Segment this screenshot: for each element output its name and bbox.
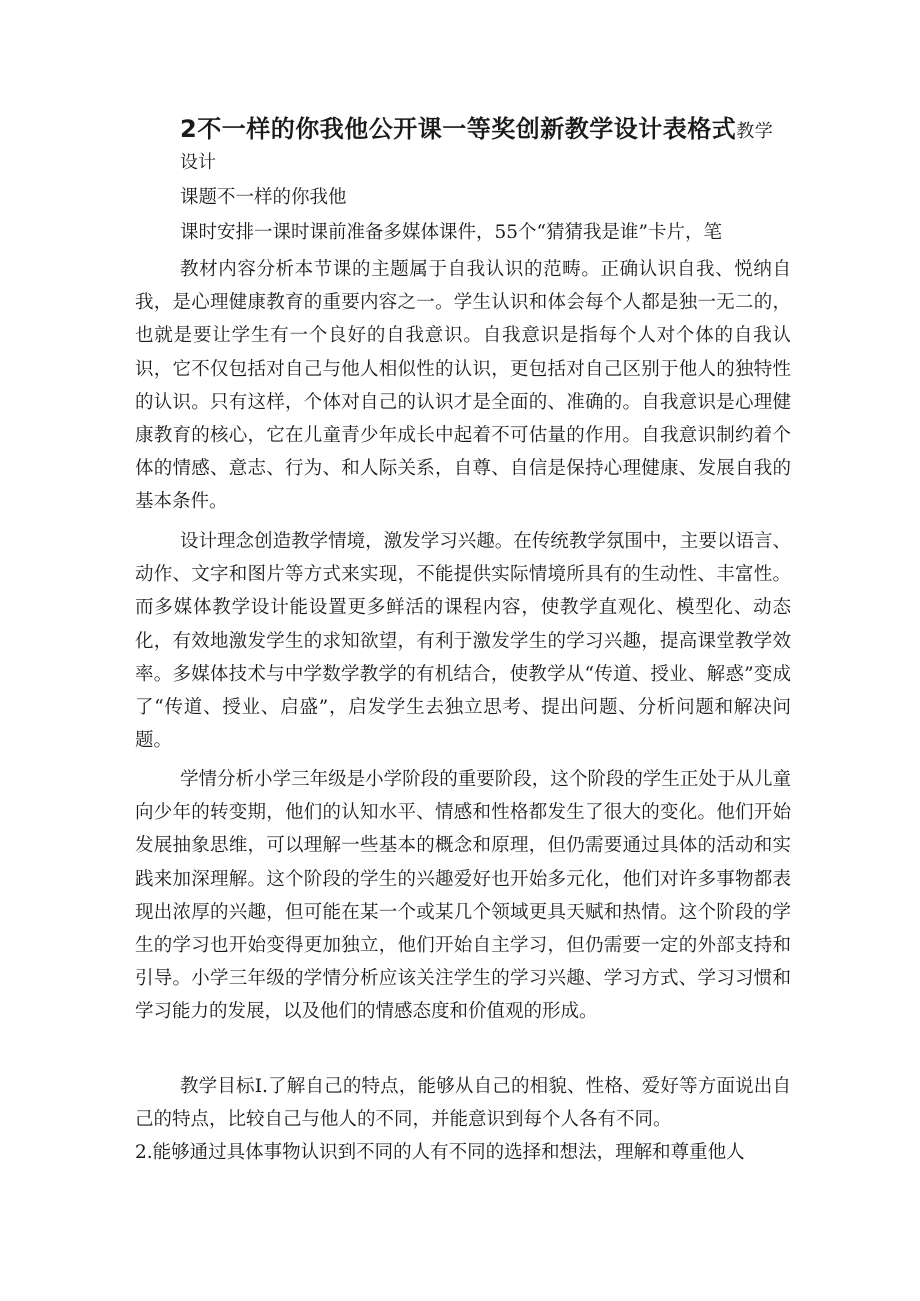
paragraph-teaching-objectives: 教学目标I.了解自己的特点，能够从自己的相貌、性格、爱好等方面说出自己的特点，比较自己与他人的不同，并能意识到每个人各有不同。: [135, 1076, 791, 1131]
document-title: [180, 112, 790, 149]
title-main: 2不一样的你我他公开课一等奖创新教学设计表格式: [180, 115, 737, 143]
title-tail: 教学: [736, 121, 774, 142]
title-continuation: 设计: [180, 152, 216, 173]
objective-2: 2.能够通过具体事物认识到不同的人有不同的选择和想法，理解和尊重他人: [135, 1142, 745, 1163]
lesson-topic: 课题不一样的你我他: [180, 187, 347, 208]
paragraph-textbook-analysis: 教材内容分析本节课的主题属于自我认识的范畴。正确认识自我、悦纳自我，是心理健康教育的重要内容之一。学生认识和体会每个人都是独一无二的，也就是要让学生有一个良好的自我意识。自我意识是指每个人对个体的自我认识，它不仅包括对自己与他人相似性的认识，更包括对自己区别于他人的独特性的认识。只有这样，个体对自己的认识才是全面的、准确的。自我意识是心理健康教育的核心，它在儿童青少年成长中起着不可估量的作用。自我意识制约着个体的情感、意志、行为、和人际关系，自尊、自信是保持心理健康、发展自我的基本条件。: [135, 259, 791, 513]
paragraph-design-concept: 设计理念创造教学情境，激发学习兴趣。在传统教学氛围中，主要以语言、动作、文字和图片等方式来实现，不能提供实际情境所具有的生动性、丰富性。而多媒体教学设计能设置更多鲜活的课程内容，使教学直观化、模型化、动态化，有效地激发学生的求知欲望，有利于激发学生的学习兴趣，提高课堂教学效率。多媒体技术与中学数学教学的有机结合，使教学从“传道、授业、解惑”变成了“传道、授业、启盛”，启发学生去独立思考、提出问题、分析问题和解决问题。: [135, 531, 791, 752]
paragraph-student-analysis: 学情分析小学三年级是小学阶段的重要阶段，这个阶段的学生正处于从儿童向少年的转变期，他们的认知水平、情感和性格都发生了很大的变化。他们开始发展抽象思维，可以理解一些基本的概念和原理，但仍需要通过具体的活动和实践来加深理解。这个阶段的学生的兴趣爱好也开始多元化，他们对许多事物都表现出浓厚的兴趣，但可能在某一个或某几个领域更具天赋和热情。这个阶段的学生的学习也开始变得更加独立，他们开始自主学习，但仍需要一定的外部支持和引导。小学三年级的学情分析应该关注学生的学习兴趣、学习方式、学习习惯和学习能力的发展，以及他们的情感态度和价值观的形成。: [135, 769, 791, 1023]
lesson-schedule: 课时安排一课时课前准备多媒体课件，55个“猜猜我是谁”卡片，笔: [180, 222, 722, 243]
